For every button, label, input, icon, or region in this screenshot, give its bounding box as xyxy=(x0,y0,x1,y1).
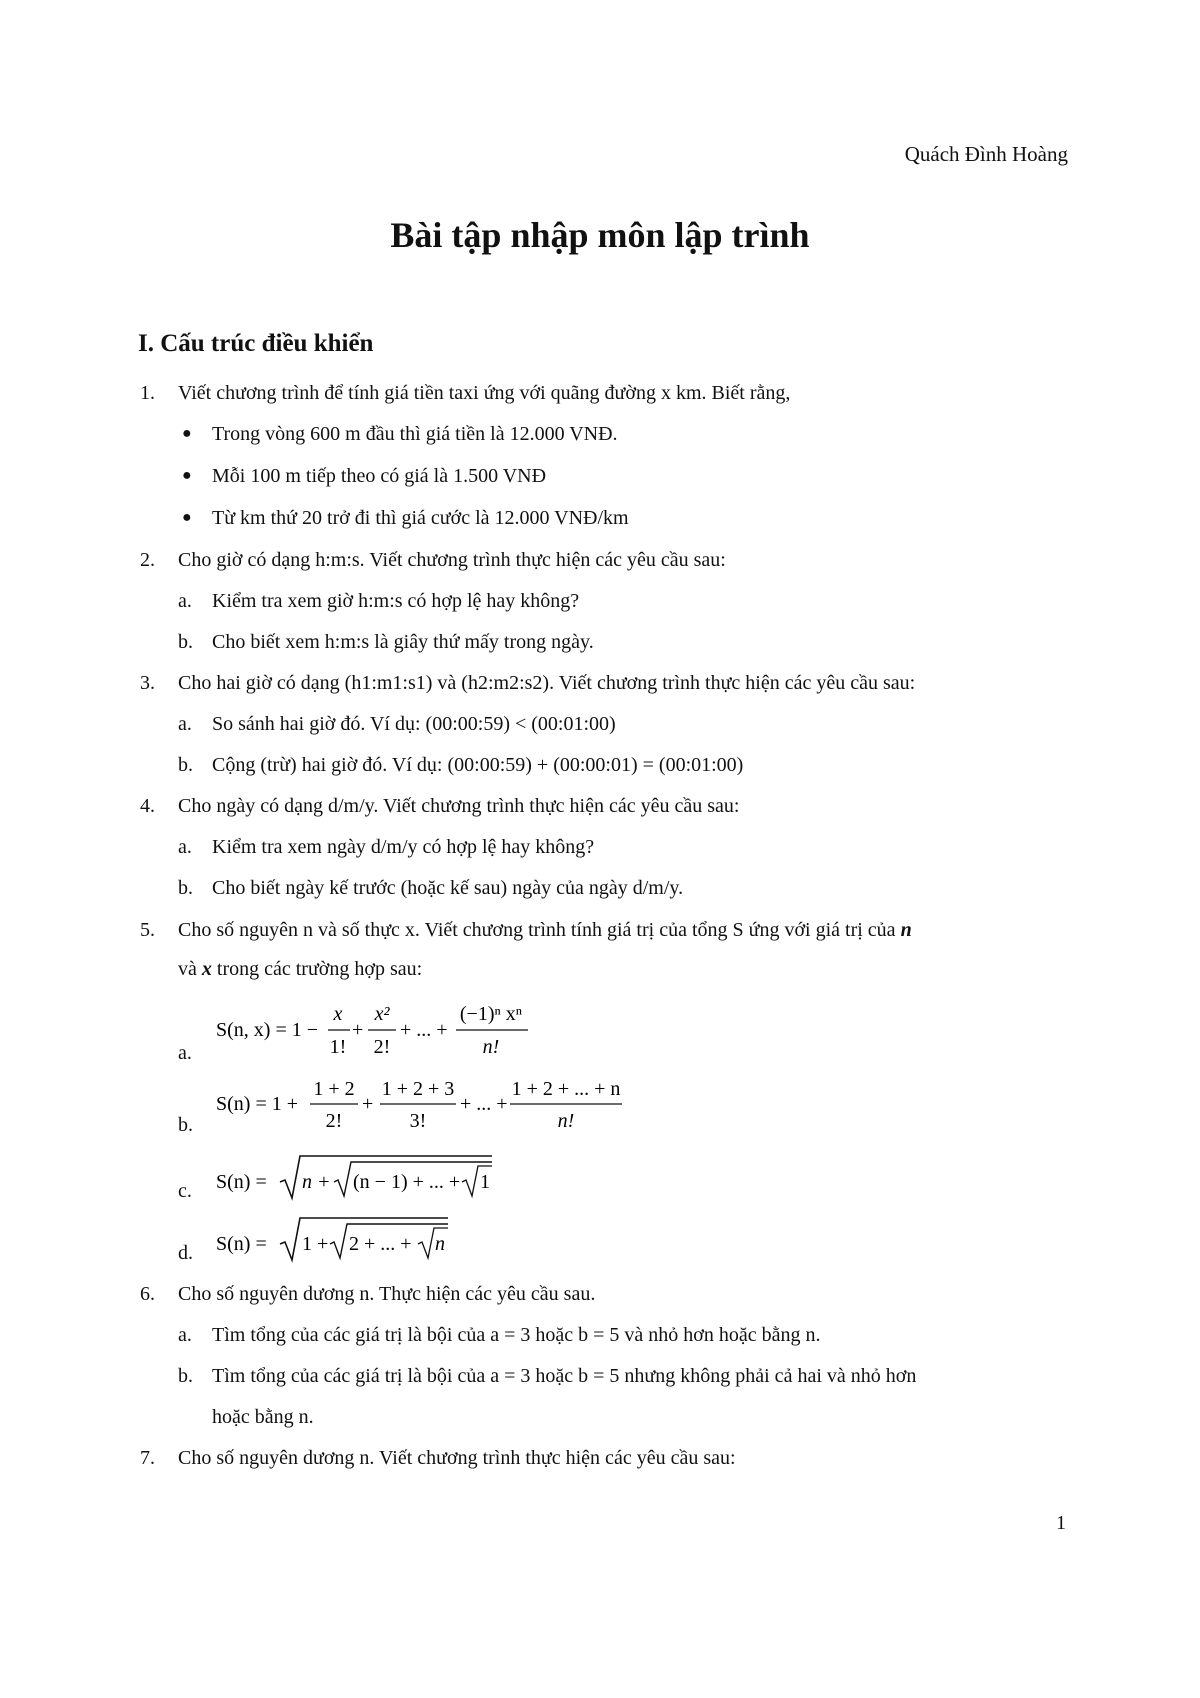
formula-c xyxy=(216,1150,536,1204)
formula-dots: + ... + xyxy=(400,1019,448,1041)
item-text: và x trong các trường hợp sau: xyxy=(178,958,423,980)
svg-text:+: + xyxy=(362,1093,374,1115)
formula-b xyxy=(216,1074,656,1140)
sub-text: So sánh hai giờ đó. Ví dụ: (00:00:59) < (00:01:00) xyxy=(212,713,616,735)
sub-label: a. xyxy=(178,1324,192,1346)
formula-inner: (n − 1) + ... + xyxy=(353,1171,461,1193)
document-page: Quách Đình Hoàng Bài tập nhập môn lập trình I. Cấu trúc điều khiển 1. Viết chương trình để tính giá tiền taxi ứng với quãng đường x km. Biết rằng, ● Trong vòng 600 m đầu thì giá tiền là 12.000 VNĐ. ● Mỗi 100 m tiếp theo có giá là 1.500 VNĐ ● Từ km thứ 20 trở đi thì giá cước là 12.000 VNĐ/km 2. Cho giờ có dạng h:m:s. Viết chương trình thực hiện các yêu cầu sau: a. Kiểm tra xem giờ h:m:s có hợp lệ hay không? b. Cho biết xem h:m:s là giây thứ mấy trong ngày. 3. Cho hai giờ có dạng (h1:m1:s1) và (h2:m2:s2). Viết chương trình thực hiện các yêu cầu sau: a. So sánh hai giờ đó. Ví dụ: (00:00:59) < (00:01:00) b. Cộng (trừ) hai giờ đó. Ví dụ: (00:00:59) + (00:00:01) = (00:01:00) 4. Cho ngày có dạng d/m/y. Viết chương trình thực hiện các yêu cầu sau: a. Kiểm tra xem ngày d/m/y có hợp lệ hay không? b. Cho biết ngày kế trước (hoặc kế sau) ngày của ngày d/m/y. 5. Cho số nguyên n và số thực x. Viết chương trình tính giá trị của tổng S ứng với giá trị của n và x trong các trường hợp sau: a. b. c. d. S(n, x) = 1 − x 1! + x² 2! + ... + (−1)ⁿ xⁿ n! S(n) = 1 + 1 + 2 2! + 1 + 2 + 3 3! + ... + 1 + 2 + ... + n n! S(n) = n + (n − 1) + ... + 1 S(n) = 1 + 2 + ... + n 6. Cho số nguyên dương n. Thực hiện các yêu cầu sau. a. Tìm tổng của các giá trị là bội của a = 3 hoặc b = 5 và nhỏ hơn hoặc bằng n. b. Tìm tổng của các giá trị là bội của a = 3 hoặc b = 5 nhưng không phải cả hai và nhỏ hơn hoặc bằng n. 7. Cho số nguyên dương n. Viết chương trình thực hiện các yêu cầu sau: 1 xyxy=(0,0,1200,1698)
item-text: Cho ngày có dạng d/m/y. Viết chương trình thực hiện các yêu cầu sau: xyxy=(178,795,740,817)
item-text: Cho giờ có dạng h:m:s. Viết chương trình thực hiện các yêu cầu sau: xyxy=(178,549,726,571)
sub-text: Cho biết ngày kế trước (hoặc kế sau) ngày của ngày d/m/y. xyxy=(212,877,684,899)
sub-label: b. xyxy=(178,877,193,899)
formula-inner: 1 xyxy=(480,1171,490,1193)
formula-term-num: x xyxy=(333,1003,343,1025)
formula-d xyxy=(216,1212,476,1266)
sub-label: b. xyxy=(178,631,193,653)
item-text: Viết chương trình để tính giá tiền taxi ứng với quãng đường x km. Biết rằng, xyxy=(178,382,791,404)
bullet-text: Trong vòng 600 m đầu thì giá tiền là 12.000 VNĐ. xyxy=(212,423,618,445)
formula-inner: 1 + xyxy=(302,1233,329,1255)
sub-text: Cộng (trừ) hai giờ đó. Ví dụ: (00:00:59) + (00:00:01) = (00:01:00) xyxy=(212,754,744,776)
svg-text:+: + xyxy=(352,1019,364,1041)
sub-text: Kiểm tra xem giờ h:m:s có hợp lệ hay không? xyxy=(212,590,580,612)
item-text: Cho số nguyên dương n. Thực hiện các yêu cầu sau. xyxy=(178,1283,596,1305)
bullet-text: Mỗi 100 m tiếp theo có giá là 1.500 VNĐ xyxy=(212,465,547,487)
formula-lhs: S(n) = 1 + xyxy=(216,1093,299,1115)
item-number: 2. xyxy=(140,549,155,571)
bullet-icon: ● xyxy=(182,467,192,484)
formula-a xyxy=(216,998,576,1068)
formula-term-num: x² xyxy=(374,1003,390,1025)
formula-term-den: 3! xyxy=(409,1110,427,1132)
item-number: 5. xyxy=(140,919,155,941)
bullet-icon: ● xyxy=(182,425,192,442)
formula-term-den: n! xyxy=(482,1036,500,1058)
sub-text: Tìm tổng của các giá trị là bội của a = 3 hoặc b = 5 nhưng không phải cả hai và nhỏ hơn xyxy=(212,1365,917,1387)
item-number: 6. xyxy=(140,1283,155,1305)
item-number: 7. xyxy=(140,1447,155,1469)
sub-label: a. xyxy=(178,836,192,858)
item-text: Cho hai giờ có dạng (h1:m1:s1) và (h2:m2:s2). Viết chương trình thực hiện các yêu cầu sau: xyxy=(178,672,916,694)
sub-label: b. xyxy=(178,754,193,776)
sub-text: hoặc bằng n. xyxy=(212,1406,314,1428)
formula-term-num: 1 + 2 + ... + n xyxy=(511,1078,621,1100)
formula-lhs: S(n, x) = 1 − xyxy=(216,1019,319,1041)
formula-inner: 2 + ... + xyxy=(349,1233,412,1255)
item-number: 3. xyxy=(140,672,155,694)
formula-lhs: S(n) = xyxy=(216,1233,267,1255)
bullet-text: Từ km thứ 20 trở đi thì giá cước là 12.000 VNĐ/km xyxy=(212,507,629,529)
formula-term-den: 2! xyxy=(325,1110,343,1132)
author-name: Quách Đình Hoàng xyxy=(904,142,1068,166)
formula-term-num: 1 + 2 + 3 xyxy=(381,1078,455,1100)
formula-lhs: S(n) = xyxy=(216,1171,267,1193)
section-heading: I. Cấu trúc điều khiển xyxy=(138,330,374,357)
item-number: 4. xyxy=(140,795,155,817)
item-text: Cho số nguyên dương n. Viết chương trình thực hiện các yêu cầu sau: xyxy=(178,1447,736,1469)
sub-label: a. xyxy=(178,590,192,612)
item-text: Cho số nguyên n và số thực x. Viết chương trình tính giá trị của tổng S ứng với giá trị của n xyxy=(178,919,912,941)
sub-text: Tìm tổng của các giá trị là bội của a = 3 hoặc b = 5 và nhỏ hơn hoặc bằng n. xyxy=(212,1324,821,1346)
bullet-icon: ● xyxy=(182,509,192,526)
formula-term-num: 1 + 2 xyxy=(313,1078,355,1100)
sub-label: b. xyxy=(178,1365,193,1387)
page-number: 1 xyxy=(1056,1512,1066,1534)
sub-text: Kiểm tra xem ngày d/m/y có hợp lệ hay không? xyxy=(212,836,595,858)
formula-term-den: 1! xyxy=(329,1036,347,1058)
page-title: Bài tập nhập môn lập trình xyxy=(390,215,810,255)
formula-dots: + ... + xyxy=(460,1093,508,1115)
formula-term-num: (−1)ⁿ xⁿ xyxy=(459,1003,523,1025)
formula-inner: n xyxy=(435,1233,445,1255)
formula-term-den: n! xyxy=(557,1110,575,1132)
formula-inner: n + xyxy=(302,1171,331,1193)
formula-term-den: 2! xyxy=(373,1036,391,1058)
sub-text: Cho biết xem h:m:s là giây thứ mấy trong ngày. xyxy=(212,631,594,653)
sub-label: a. xyxy=(178,713,192,735)
item-number: 1. xyxy=(140,382,155,404)
